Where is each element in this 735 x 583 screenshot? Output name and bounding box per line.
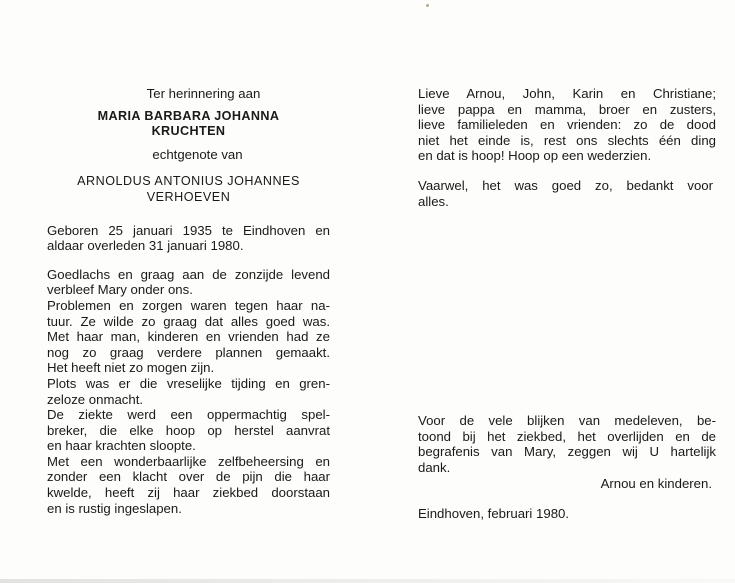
deceased-name-line2: KRUCHTEN [151, 124, 226, 139]
signature: Arnou en kinderen. [600, 475, 712, 491]
poem-paragraph [47, 267, 330, 517]
text-line: Vaarwel, het was goed zo, bedankt voor [418, 177, 713, 193]
text-line: aldaar overleden 31 januari 1980. [47, 238, 244, 254]
text-line: verbleef Mary onder ons. [47, 282, 193, 298]
text-line: en dat is hoop! Hoop op een wederzien. [418, 148, 652, 164]
text-line: alles. [418, 193, 449, 209]
text-line: niet het einde is, rest ons slechts één ding [418, 132, 716, 148]
text-line: begrafenis van Mary, zeggen wij U hartelijk [418, 444, 716, 460]
text-line: en is rustig ingeslapen. [47, 500, 182, 516]
paper-edge [0, 579, 735, 583]
husband-name-line2: VERHOEVEN [146, 189, 231, 204]
place-date: Eindhoven, februari 1980. [418, 506, 570, 522]
text-line: en haar krachten sloopte. [47, 438, 196, 454]
text-line: tuur. Ze wilde zo graag dat alles goed was. [47, 313, 330, 329]
text-line: De ziekte werd een oppermachtig spel- [47, 407, 330, 423]
text-line: dank. [418, 459, 451, 475]
text-line: Problemen en zorgen waren tegen haar na- [47, 297, 330, 313]
text-line: Met haar man, kinderen en vrienden had ze [47, 329, 330, 345]
text-line: Het heeft niet zo mogen zijn. [47, 360, 215, 376]
husband-name-line1: ARNOLDUS ANTONIUS JOHANNES [77, 174, 300, 189]
text-line: Lieve Arnou, John, Karin en Christiane; [418, 86, 716, 101]
address-paragraph [418, 86, 716, 164]
text-line: breker, die elke hoop op herstel aanvrat [47, 422, 330, 438]
left-column [47, 86, 330, 516]
deceased-name-line1: MARIA BARBARA JOHANNA [97, 108, 280, 123]
birth-death-paragraph [47, 223, 330, 254]
text-line: Geboren 25 januari 1935 te Eindhoven en [47, 222, 330, 238]
text-line: kwelde, heeft zij haar ziekbed doorstaan [47, 485, 330, 501]
paper-speck [426, 4, 429, 7]
text-line: nog zo graag verdere plannen gemaakt. [47, 344, 330, 360]
text-line: Met een wonderbaarlijke zelfbeheersing en [47, 453, 330, 469]
thanks-paragraph [418, 413, 716, 475]
text-line: zeloze onmacht. [47, 391, 144, 407]
intro-text: Ter herinnering aan [146, 86, 261, 101]
text-line: Goedlachs en graag aan de zonzijde levend [47, 266, 330, 282]
text-line: lieve pappa en mamma, broer en zusters, [418, 101, 716, 117]
farewell-paragraph [418, 178, 716, 209]
text-line: Voor de vele blijken van medeleven, be- [418, 413, 716, 429]
text-line: lieve familieleden en vrienden: zo de dood [418, 117, 716, 133]
text-line: toond bij het ziekbed, het overlijden en de [418, 428, 716, 444]
right-column [418, 86, 716, 522]
spouse-intro: echtgenote van [152, 146, 243, 162]
text-line: zonder een klacht over de pijn die haar [47, 469, 330, 485]
text-line: Plots was er die vreselijke tijding en gren- [47, 375, 330, 391]
